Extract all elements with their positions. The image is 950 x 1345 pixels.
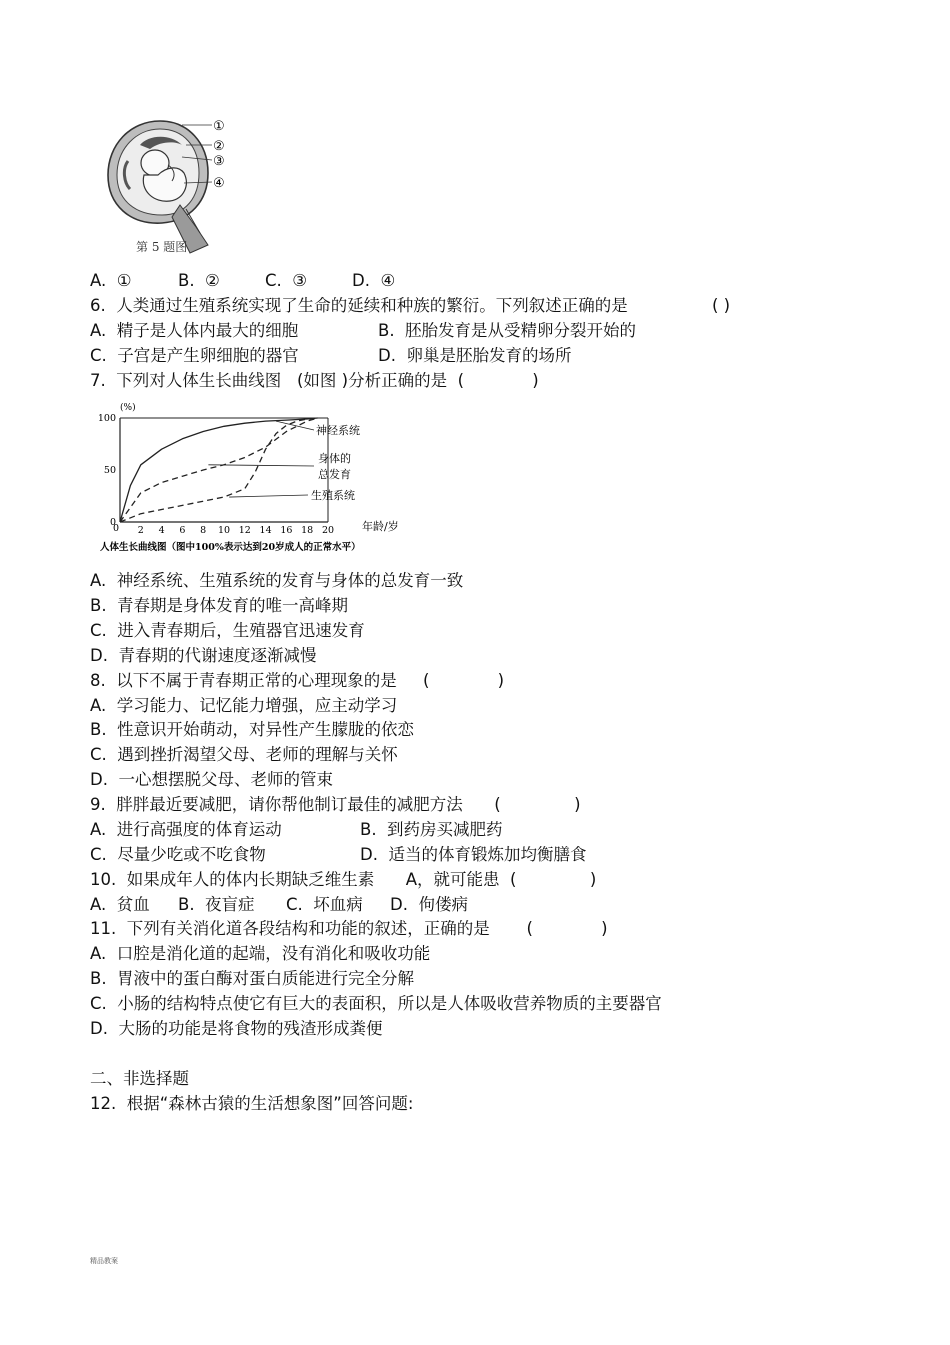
q7-option-b: B. 青春期是身体发育的唯一高峰期 — [90, 596, 349, 615]
fig5-label-4: ④ — [213, 176, 225, 191]
q8-stem: 8. 以下不属于青春期正常的心理现象的是 ( ) — [90, 671, 505, 690]
q10-option-a: A. 贫血 — [90, 895, 150, 914]
xtick-label: 4 — [158, 525, 165, 536]
q9-option-c: C. 尽量少吃或不吃食物 — [90, 845, 266, 864]
q6-option-a: A. 精子是人体内最大的细胞 — [90, 321, 299, 340]
q6-option-b: B. 胚胎发育是从受精卵分裂开始的 — [378, 321, 637, 340]
xtick-label: 20 — [321, 525, 335, 536]
fig5-label-2: ② — [213, 139, 225, 154]
fig5-label-3: ③ — [213, 154, 225, 169]
series-label-body-1: 身体的 — [318, 452, 351, 465]
series-line-1 — [120, 418, 318, 522]
chart-ylabel: (%) — [120, 403, 136, 413]
series-line-3 — [120, 418, 318, 522]
q9-option-d: D. 适当的体育锻炼加均衡膳食 — [360, 845, 587, 864]
chart-xlabel: 年龄/岁 — [362, 520, 399, 533]
series-line-2 — [120, 418, 318, 522]
q7-stem: 7. 下列对人体生长曲线图 (如图 )分析正确的是 ( ) — [90, 371, 539, 390]
q10-option-b: B. 夜盲症 — [178, 895, 255, 914]
xtick-label: 10 — [217, 525, 231, 536]
growth-curve-chart — [96, 398, 436, 558]
q5-option-d: D. ④ — [352, 271, 396, 290]
q11-option-b: B. 胃液中的蛋白酶对蛋白质能进行完全分解 — [90, 969, 415, 988]
fig5-label-1: ① — [213, 119, 225, 134]
fig5-caption: 第 5 题图 — [136, 240, 188, 254]
q10-option-d: D. 佝偻病 — [390, 895, 468, 914]
q6-answer-paren: ( ) — [712, 296, 731, 315]
q7-option-a: A. 神经系统、生殖系统的发育与身体的总发育一致 — [90, 571, 464, 590]
ytick-label: 100 — [97, 413, 116, 424]
series-label-body-2: 总发育 — [318, 468, 351, 481]
q8-option-b: B. 性意识开始萌动，对异性产生朦胧的依恋 — [90, 720, 415, 739]
q9-option-a: A. 进行高强度的体育运动 — [90, 820, 282, 839]
ytick-label: 0 — [109, 517, 116, 528]
q10-option-c: C. 坏血病 — [286, 895, 363, 914]
q11-option-a: A. 口腔是消化道的起端，没有消化和吸收功能 — [90, 944, 431, 963]
q5-option-b: B. ② — [178, 271, 220, 290]
xtick-label: 8 — [200, 525, 207, 536]
q9-stem: 9. 胖胖最近要减肥，请你帮他制订最佳的减肥方法 ( ) — [90, 795, 581, 814]
q8-option-c: C. 遇到挫折渴望父母、老师的理解与关怀 — [90, 745, 398, 764]
q8-option-a: A. 学习能力、记忆能力增强，应主动学习 — [90, 696, 398, 715]
ytick-label: 50 — [103, 465, 116, 476]
q9-option-b: B. 到药房买减肥药 — [360, 820, 503, 839]
xtick-label: 6 — [179, 525, 186, 536]
q11-stem: 11. 下列有关消化道各段结构和功能的叙述，正确的是 ( ) — [90, 919, 608, 938]
xtick-label: 16 — [280, 525, 293, 536]
q5-option-a: A. ① — [90, 271, 132, 290]
chart-caption: 人体生长曲线图（图中100%表示达到20岁成人的正常水平） — [100, 542, 361, 553]
q6-option-c: C. 子宫是产生卵细胞的器官 — [90, 346, 299, 365]
series-label-nervous: 神经系统 — [316, 424, 360, 437]
q12-stem: 12. 根据“森林古猿的生活想象图”回答问题: — [90, 1094, 414, 1113]
series-label-repro: 生殖系统 — [311, 489, 355, 502]
q7-option-d: D. 青春期的代谢速度逐渐减慢 — [90, 646, 317, 665]
leader-line-repro — [229, 495, 308, 497]
q6-stem: 6. 人类通过生殖系统实现了生命的延续和种族的繁衍。下列叙述正确的是 — [90, 296, 628, 315]
q11-option-c: C. 小肠的结构特点使它有巨大的表面积，所以是人体吸收营养物质的主要器官 — [90, 994, 662, 1013]
q8-option-d: D. 一心想摆脱父母、老师的管束 — [90, 770, 333, 789]
section2-title: 二、非选择题 — [90, 1069, 189, 1088]
footer-text: 精品教案 — [90, 1257, 118, 1265]
q5-option-c: C. ③ — [265, 271, 308, 290]
xtick-label: 2 — [137, 525, 144, 536]
xtick-label: 18 — [301, 525, 314, 536]
q10-stem: 10. 如果成年人的体内长期缺乏维生素 A，就可能患 ( ) — [90, 870, 597, 889]
q11-option-d: D. 大肠的功能是将食物的残渣形成粪便 — [90, 1019, 383, 1038]
xtick-label: 14 — [259, 525, 272, 536]
xtick-label: 12 — [238, 525, 251, 536]
q6-option-d: D. 卵巢是胚胎发育的场所 — [378, 346, 572, 365]
q7-option-c: C. 进入青春期后，生殖器官迅速发育 — [90, 621, 365, 640]
xtick-label: 0 — [113, 523, 120, 534]
